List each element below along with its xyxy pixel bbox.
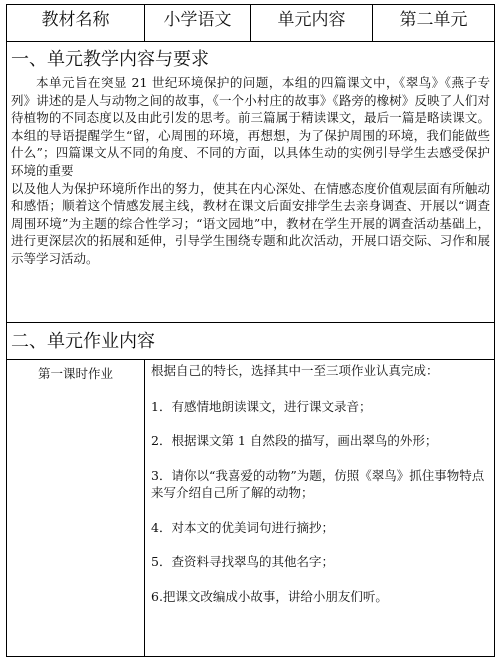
homework-item-3: 3．请你以“我喜爱的动物”为题，仿照《翠鸟》抓住事物特点来写介绍自己所了解的动物； [151, 467, 485, 500]
section1-paragraph-1: 本单元旨在突显 21 世纪环境保护的问题，本组的四篇课文中，《翠鸟》《燕子专列》讲述的是人与动物之间的故事，《一个小村庄的故事》《路旁的橡树》反映了人们对待植物的不同态度以及由此引发的思考。前三篇属于精读课文，最后一篇是略读课文。本组的导语提醒学生“留，心周围的环境，再想想，为了保护周围的环境，我们能做些什么”；四篇课文从不同的角度、不同的方面，以具体生动的实例引导学生去感受保护环境的重要 [11, 75, 490, 178]
homework-label-cell [7, 360, 145, 657]
homework-row [7, 360, 495, 657]
header-row [7, 5, 495, 42]
section1-row [7, 42, 495, 323]
homework-content [145, 360, 494, 605]
homework-item-4: 4．对本文的优美词句进行摘抄； [151, 519, 334, 535]
homework-intro: 根据自己的特长，选择其中一至三项作业认真完成： [151, 363, 439, 378]
header-cell-unit: 第二单元 [373, 5, 495, 42]
section2-cell [7, 323, 495, 360]
homework-item-2: 2．根据课文第 1 自然段的描写，画出翠鸟的外形； [151, 433, 438, 448]
homework-item-6: 6.把课文改编成小故事，讲给小朋友们听。 [151, 588, 388, 604]
homework-label: 第一课时作业 [37, 366, 113, 381]
homework-item-5: 5．查资料寻找翠鸟的其他名字； [151, 554, 334, 569]
section1-title: 一、单元教学内容与要求 [11, 49, 209, 70]
lesson-plan-table [6, 4, 495, 657]
section1-paragraph-2: 以及他人为保护环境所作出的努力，使其在内心深处、在情感态度价值观层面有所触动和感悟；顺着这个情感发展主线，教材在课文后面安排学生去亲身调查、开展以“调查周围环境”为主题的综合性学习；“语文园地”中，教材在学生开展的调查活动基础上，进行更深层次的拓展和延伸，引导学生围绕专题和此次活动，开展口语交际、习作和展示等学习活动。 [11, 180, 490, 266]
header-cell-subject: 小学语文 [145, 5, 251, 42]
section1-body [7, 72, 494, 268]
section1-cell [7, 42, 495, 323]
header-cell-textbook-name: 教材名称 [7, 5, 145, 42]
homework-content-cell [145, 360, 495, 657]
section2-row [7, 323, 495, 360]
homework-item-1: 1．有感情地朗读课文，进行课文录音； [151, 398, 372, 414]
section2-title: 二、单元作业内容 [11, 331, 155, 352]
header-cell-unit-content: 单元内容 [251, 5, 373, 42]
